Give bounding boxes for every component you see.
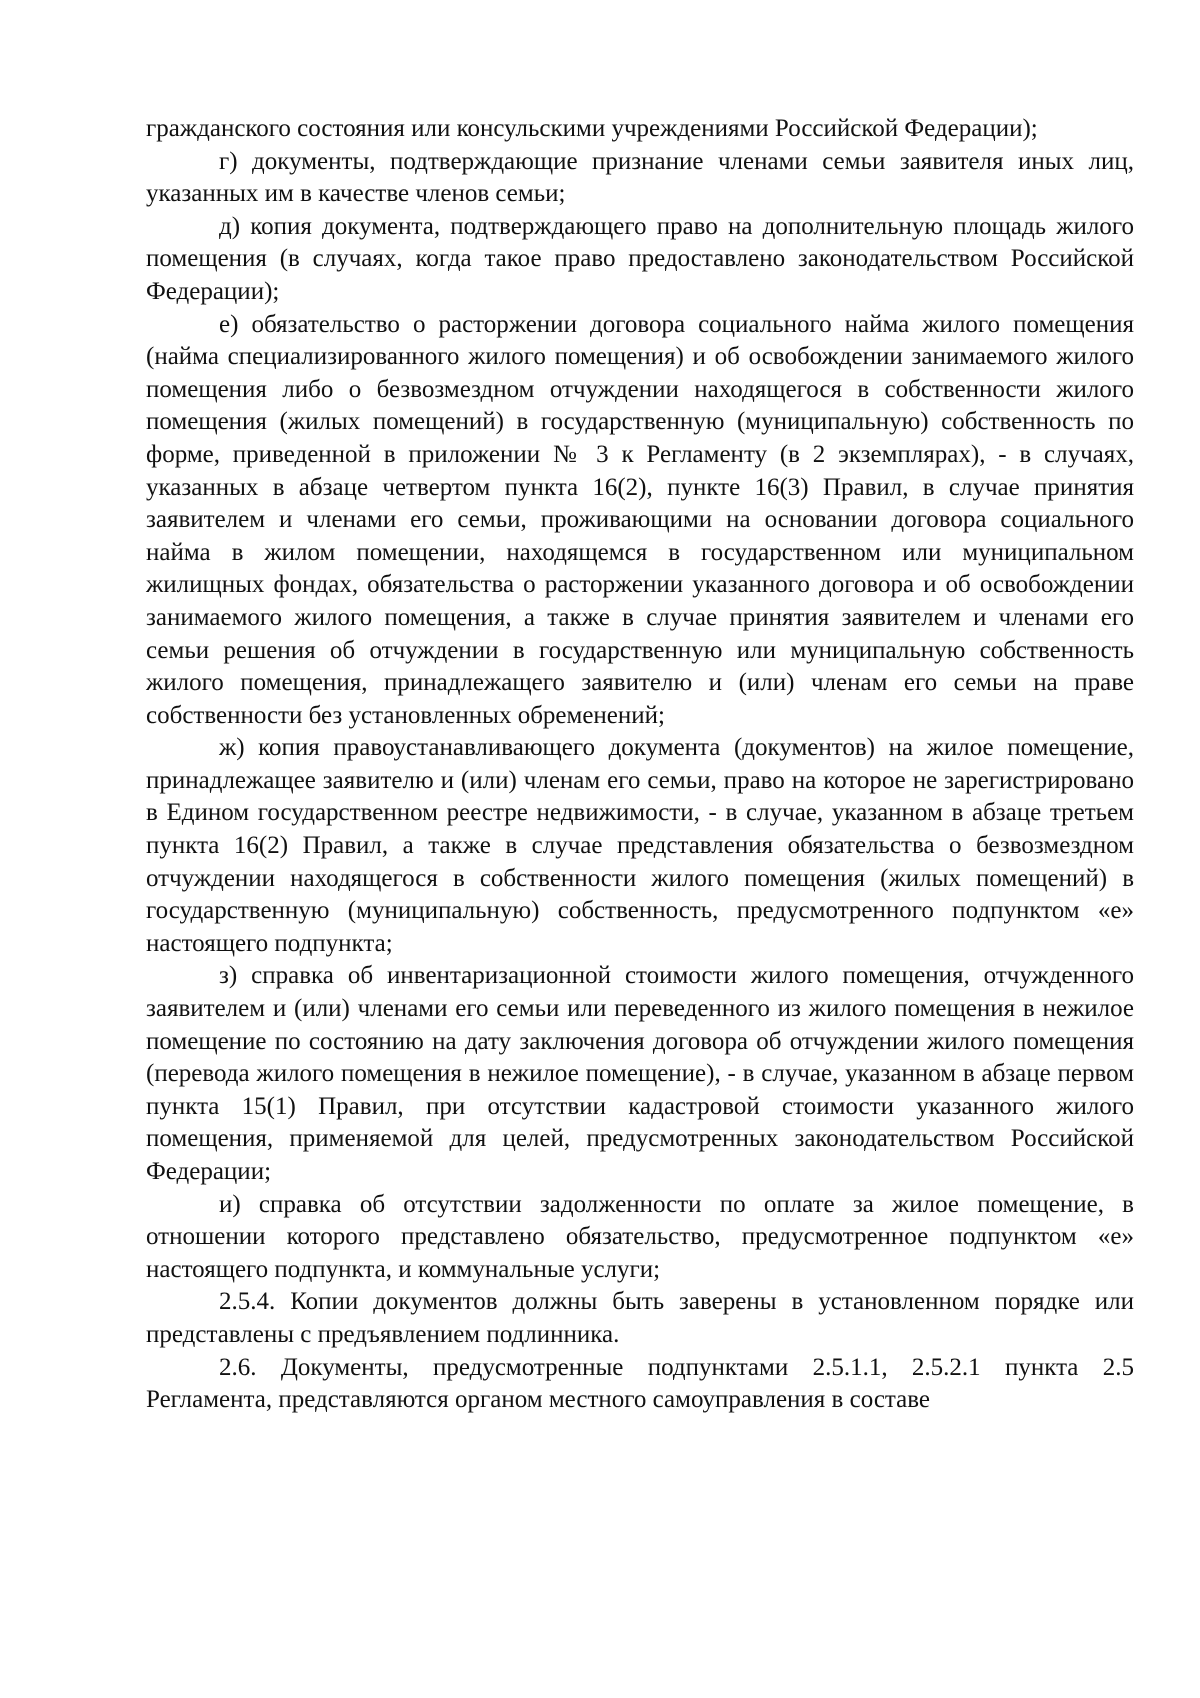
document-page <box>146 113 1134 1417</box>
paragraph-item-g: г) документы, подтверждающие признание членами семьи заявителя иных лиц, указанных им в качестве членов семьи; <box>146 147 1134 208</box>
paragraph-item-d: д) копия документа, подтверждающего право на дополнительную площадь жилого помещения (в случаях, когда такое право предоставлено законодательством Российской Федерации); <box>146 212 1134 305</box>
paragraph-item-z: з) справка об инвентаризационной стоимости жилого помещения, отчужденного заявителем и (или) членами его семьи или переведенного из жилого помещения в нежилое помещение по состоянию на дату заключения договора об отчуждении жилого помещения (перевода жилого помещения в нежилое помещение), - в случае, указанном в абзаце первом пункта 15(1) Правил, при отсутствии кадастровой стоимости указанного жилого помещения, применяемой для целей, предусмотренных законодательством Российской Федерации; <box>146 962 1134 1185</box>
paragraph-2-5-4: 2.5.4. Копии документов должны быть заверены в установленном порядке или представлены с предъявлением подлинника. <box>146 1288 1134 1348</box>
paragraph-2-6: 2.6. Документы, предусмотренные подпунктами 2.5.1.1, 2.5.2.1 пункта 2.5 Регламента, представляются органом местного самоуправления в составе <box>146 1353 1134 1414</box>
paragraph-continuation: гражданского состояния или консульскими учреждениями Российской Федерации); <box>146 115 1038 142</box>
paragraph-item-i: и) справка об отсутствии задолженности по оплате за жилое помещение, в отношении которого представлено обязательство, предусмотренное подпунктом «е» настоящего подпункта, и коммунальные услуги; <box>146 1190 1134 1283</box>
paragraph-item-zh: ж) копия правоустанавливающего документа (документов) на жилое помещение, принадлежащее заявителю и (или) членам его семьи, право на которое не зарегистрировано в Едином государственном реестре недвижимости, - в случае, указанном в абзаце третьем пункта 16(2) Правил, а также в случае представления обязательства о безвозмездном отчуждении находящегося в собственности жилого помещения (жилых помещений) в государственную (муниципальную) собственность, предусмотренного подпунктом «е» настоящего подпункта; <box>146 734 1134 957</box>
paragraph-item-e: е) обязательство о расторжении договора социального найма жилого помещения (найма специализированного жилого помещения) и об освобождении занимаемого жилого помещения либо о безвозмездном отчуждении находящегося в собственности жилого помещения (жилых помещений) в государственную (муниципальную) собственность по форме, приведенной в приложении № 3 к Регламенту (в 2 экземплярах), - в случаях, указанных в абзаце четвертом пункта 16(2), пункте 16(3) Правил, в случае принятия заявителем и членами его семьи, проживающими на основании договора социального найма в жилом помещении, находящемся в государственном или муниципальном жилищных фондах, обязательства о расторжении указанного договора и об освобождении занимаемого жилого помещения, а также в случае принятия заявителем и членами его семьи решения об отчуждении в государственную или муниципальную собственность жилого помещения, принадлежащего заявителю и (или) членам его семьи на праве собственности без установленных обременений; <box>146 310 1134 729</box>
